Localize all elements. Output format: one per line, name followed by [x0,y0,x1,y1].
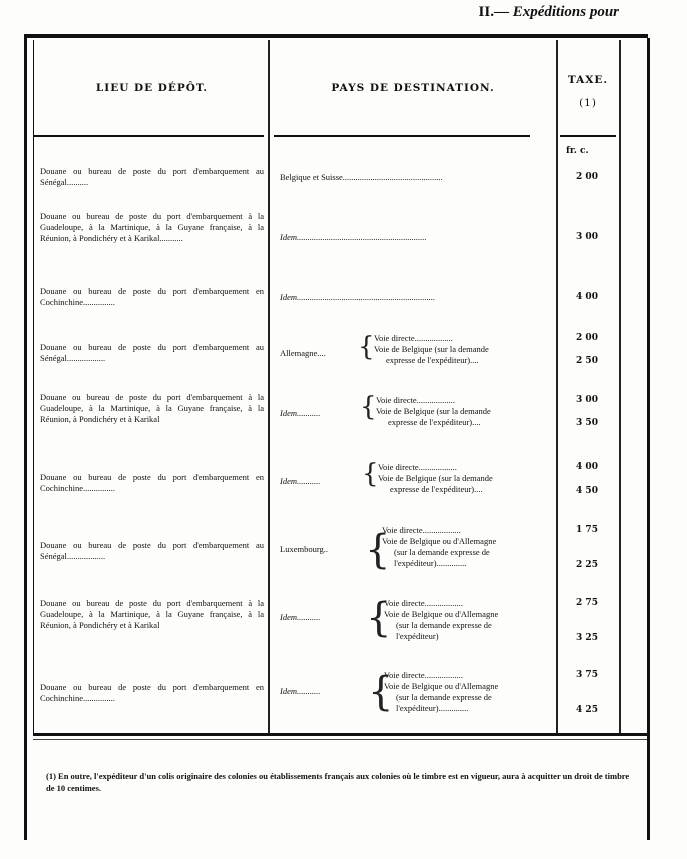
row9-route-direct: Voie directe.................. [384,670,463,680]
row7-route-cont2: l'expéditeur).............. [394,558,467,568]
section-number: II.— [478,4,509,20]
row6-pays: Idem........... [280,476,321,486]
row9-pays: Idem........... [280,686,321,696]
row8-route-cont2: l'expéditeur) [396,631,439,641]
row9-lieu: Douane ou bureau de poste du port d'embarquement en Cochinchine............... [40,682,264,703]
table-frame [24,34,648,840]
row3-lieu: Douane ou bureau de poste du port d'embarquement en Cochinchine............... [40,286,264,307]
header-rule-1 [34,135,264,137]
row8-route-cont: (sur la demande expresse de [396,620,492,630]
footnote: (1) En outre, l'expéditeur d'un colis originaire des colonies ou établissements français aux colonies où le timbre est en vigueur, aura à acquitter un droit de timbre de 10 centimes. [46,771,630,793]
inner-left-rule [33,40,34,734]
row6-routes [378,462,546,495]
header-lieu: LIEU DE DÉPÔT. [95,82,209,94]
row9-route-cont2: l'expéditeur).............. [396,703,469,713]
row5-pays: Idem........... [280,408,321,418]
row7-lieu: Douane ou bureau de poste du port d'embarquement au Sénégal.................. [40,540,264,561]
row8-taxe-2: 3 25 [576,633,598,643]
row4-route-belgique: Voie de Belgique (sur la demande [374,344,489,354]
header-rule-3 [560,135,616,137]
row5-route-direct: Voie directe.................. [376,395,455,405]
row4-pays: Allemagne.... [280,348,326,358]
row4-lieu: Douane ou bureau de poste du port d'embarquement au Sénégal.................. [40,342,264,363]
row1-lieu: Douane ou bureau de poste du port d'embarquement au Sénégal.......... [40,166,264,187]
row7-route-belgique: Voie de Belgique ou d'Allemagne [382,536,497,546]
row7-taxe-1: 1 75 [576,525,598,535]
header-taxe-note: (1) [579,97,597,109]
row5-route-belgique: Voie de Belgique (sur la demande [376,406,491,416]
row6-route-direct: Voie directe.................. [378,462,457,472]
row5-route-belgique-cont: expresse de l'expéditeur).... [388,417,481,427]
row9-route-cont: (sur la demande expresse de [396,692,492,702]
row6-taxe-1: 4 00 [576,462,598,472]
row6-lieu: Douane ou bureau de poste du port d'embarquement en Cochinchine............... [40,472,264,493]
column-divider-1 [268,40,270,734]
row4-taxe-2: 2 50 [576,356,598,366]
row8-routes [384,598,552,642]
row4-route-belgique-cont: expresse de l'expéditeur).... [386,355,479,365]
row6-route-belgique: Voie de Belgique (sur la demande [378,473,493,483]
row1-taxe: 2 00 [576,172,598,182]
row5-routes [376,395,544,428]
row3-taxe: 4 00 [576,292,598,302]
row5-brace: { [360,392,377,422]
row2-pays: Idem............................................................. [280,232,427,242]
row8-brace: { [366,595,392,641]
row6-taxe-2: 4 50 [576,486,598,496]
header-pays: PAYS DE DESTINATION. [331,82,495,94]
row5-taxe-1: 3 00 [576,395,598,405]
row4-taxe-1: 2 00 [576,333,598,343]
row4-route-direct: Voie directe.................. [374,333,453,343]
right-rule [647,38,650,840]
footer-rule-thin [33,739,647,740]
row7-route-cont: (sur la demande expresse de [394,547,490,557]
row9-taxe-2: 4 25 [576,705,598,715]
row7-routes [382,525,550,569]
header-rule-2 [274,135,530,137]
row9-taxe-1: 3 75 [576,670,598,680]
row8-lieu: Douane ou bureau de poste du port d'embarquement à la Guadeloupe, à la Martinique, à la Guyane française, à la Réunion, à Pondichéry et à Karikal [40,598,264,630]
row8-route-belgique: Voie de Belgique ou d'Allemagne [384,609,499,619]
row5-lieu: Douane ou bureau de poste du port d'embarquement à la Guadeloupe, à la Martinique, à la Guyane française, à la Réunion, à Pondichéry et à Karikal [40,392,264,424]
row8-taxe-1: 2 75 [576,598,598,608]
row4-routes [374,333,542,366]
row2-lieu: Douane ou bureau de poste du port d'embarquement à la Guadeloupe, à la Martinique, à la Guyane française, à la Réunion, à Pondichéry et à Karikal........... [40,211,264,243]
row4-brace: { [358,332,375,362]
row9-routes [384,670,552,714]
row5-taxe-2: 3 50 [576,418,598,428]
row7-brace: { [365,527,391,573]
row2-taxe: 3 00 [576,232,598,242]
row7-taxe-2: 2 25 [576,560,598,570]
footer-rule [33,733,647,736]
section-title: Expéditions pour [512,4,619,20]
row8-pays: Idem........... [280,612,321,622]
row1-pays: Belgique et Suisse............................................... [280,172,443,182]
header-taxe: TAXE. [567,74,609,86]
row6-route-belgique-cont: expresse de l'expéditeur).... [390,484,483,494]
currency-label: fr. c. [566,146,589,156]
row6-brace: { [362,459,379,489]
row7-pays: Luxembourg.. [280,544,329,554]
running-title [479,4,619,21]
row3-pays: Idem................................................................. [280,292,436,302]
column-divider-2 [556,40,558,734]
row9-route-belgique: Voie de Belgique ou d'Allemagne [384,681,499,691]
column-divider-3 [619,40,621,734]
row7-route-direct: Voie directe.................. [382,525,461,535]
row9-brace: { [368,669,394,715]
row8-route-direct: Voie directe.................. [384,598,463,608]
